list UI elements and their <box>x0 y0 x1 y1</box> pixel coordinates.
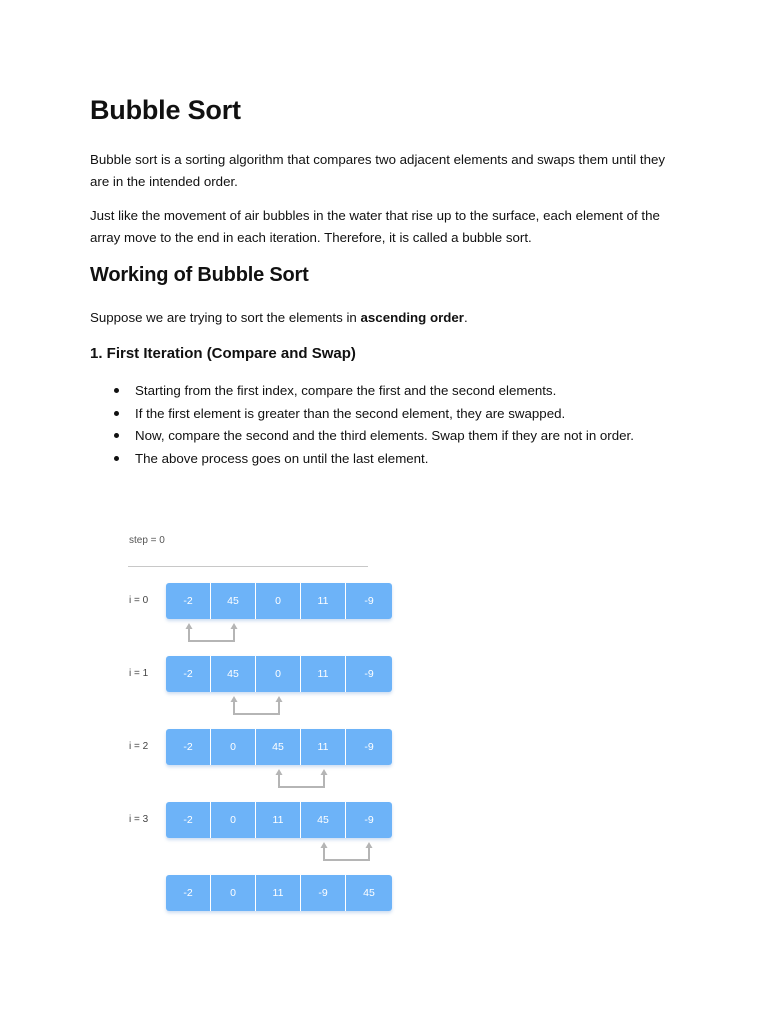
list-item: Now, compare the second and the third elements. Swap them if they are not in order. <box>90 425 680 448</box>
array-cell: 0 <box>256 656 301 692</box>
array-cell: -9 <box>301 875 346 911</box>
array-cell: 11 <box>256 802 301 838</box>
array-cell: 0 <box>211 729 256 765</box>
row-label: i = 2 <box>129 741 149 752</box>
section-title: Working of Bubble Sort <box>90 264 309 286</box>
swap-arrow-icon <box>229 696 284 716</box>
ascending-order-emphasis: ascending order <box>360 310 464 325</box>
bubble-sort-diagram <box>128 530 418 920</box>
page-title: Bubble Sort <box>90 95 241 125</box>
divider-line <box>128 566 368 567</box>
array-cell: -2 <box>166 729 211 765</box>
suppose-paragraph <box>90 307 680 329</box>
array-cell: -9 <box>346 583 392 619</box>
array-row <box>166 656 392 692</box>
subsection-title: 1. First Iteration (Compare and Swap) <box>90 345 356 362</box>
array-cell: -2 <box>166 802 211 838</box>
intro-paragraph-2: Just like the movement of air bubbles in the water that rise up to the surface, each element of the array move to the end in each iteration. Therefore, it is called a bubble sort. <box>90 208 660 245</box>
array-cell: -2 <box>166 583 211 619</box>
array-cell: 45 <box>346 875 392 911</box>
steps-list <box>90 380 680 470</box>
array-cell: 0 <box>256 583 301 619</box>
suppose-text: Suppose we are trying to sort the elements in <box>90 310 361 325</box>
array-cell: -2 <box>166 656 211 692</box>
row-label: i = 1 <box>129 668 149 679</box>
array-row <box>166 875 392 911</box>
array-row <box>166 802 392 838</box>
array-cell: 11 <box>301 583 346 619</box>
swap-arrow-icon <box>274 769 329 789</box>
suppose-end: . <box>463 310 468 325</box>
array-cell: 11 <box>301 656 346 692</box>
array-cell: -9 <box>346 729 392 765</box>
array-row <box>166 583 392 619</box>
array-cell: 45 <box>301 802 346 838</box>
array-cell: 11 <box>301 729 346 765</box>
list-item: If the first element is greater than the second element, they are swapped. <box>90 403 680 426</box>
list-item: The above process goes on until the last element. <box>90 448 680 471</box>
row-label: i = 0 <box>129 595 149 606</box>
array-cell: -2 <box>166 875 211 911</box>
swap-arrow-icon <box>319 842 374 862</box>
array-cell: 45 <box>256 729 301 765</box>
row-label: i = 3 <box>129 814 149 825</box>
array-cell: 0 <box>211 875 256 911</box>
swap-arrow-icon <box>184 623 239 643</box>
array-row <box>166 729 392 765</box>
array-cell: 45 <box>211 583 256 619</box>
intro-paragraph-1: Bubble sort is a sorting algorithm that compares two adjacent elements and swaps them until they are in the intended order. <box>90 152 666 189</box>
array-cell: -9 <box>346 802 392 838</box>
array-cell: 11 <box>256 875 301 911</box>
step-label: step = 0 <box>129 535 165 546</box>
array-cell: 0 <box>211 802 256 838</box>
array-cell: -9 <box>346 656 392 692</box>
array-cell: 45 <box>211 656 256 692</box>
list-item: Starting from the first index, compare the first and the second elements. <box>90 380 680 403</box>
